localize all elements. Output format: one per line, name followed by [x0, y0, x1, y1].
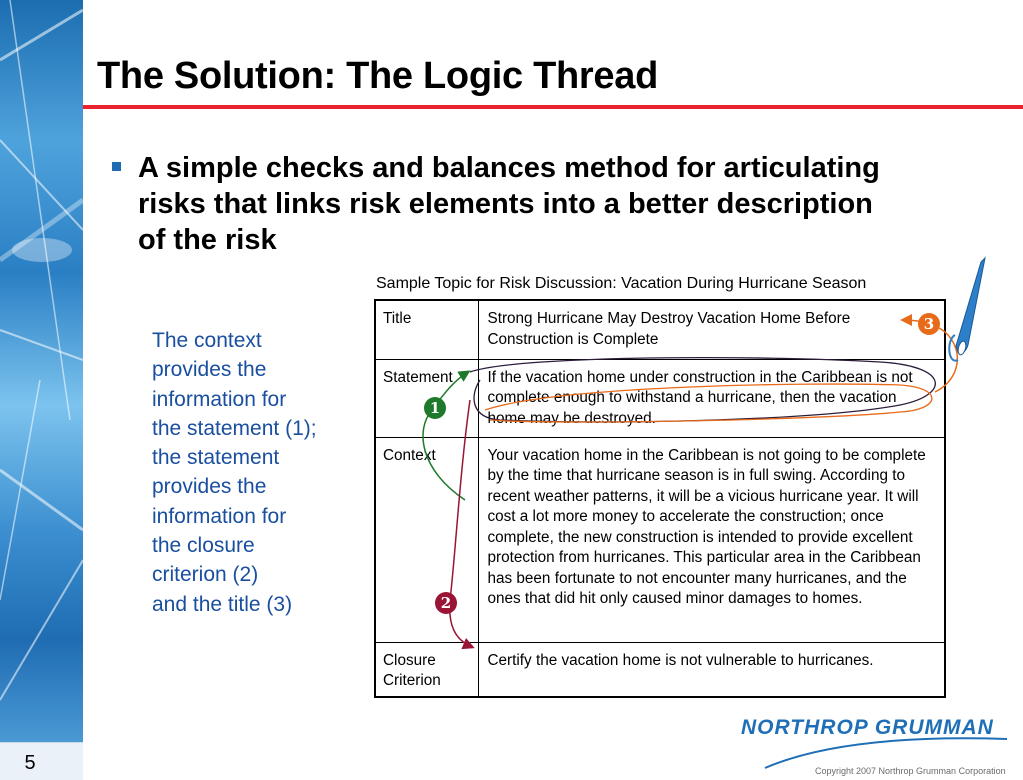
- page-number: 5: [24, 752, 36, 774]
- light-streaks-graphic: [0, 0, 83, 742]
- risk-table: [374, 299, 946, 698]
- table-row: [375, 359, 945, 437]
- logo-wordmark: NORTHROP GRUMMAN: [741, 716, 994, 739]
- marker-3-badge: 3: [918, 313, 940, 335]
- row-label: Title: [375, 300, 478, 359]
- marker-1-badge: 1: [424, 397, 446, 419]
- row-value: Strong Hurricane May Destroy Vacation Home Before Construction is Complete: [478, 300, 945, 359]
- table-row: [375, 642, 945, 697]
- logo-swoosh-icon: [735, 712, 1015, 772]
- bullet-square-icon: [112, 162, 121, 171]
- row-label: Context: [375, 437, 478, 642]
- row-value: If the vacation home under construction in the Caribbean is not complete enough to withstand a hurricane, then the vacation home may be destroyed.: [478, 359, 945, 437]
- northrop-grumman-logo: [735, 712, 1015, 772]
- slide-title: The Solution: The Logic Thread: [97, 55, 658, 97]
- decorative-side-band: [0, 0, 83, 780]
- marker-2-badge: 2: [435, 592, 457, 614]
- row-value: Your vacation home in the Caribbean is not going to be complete by the time that hurricane season is in full swing. According to recent weather patterns, it will be a vicious hurricane year. It will cost a lot more money to accelerate the construction; once complete, the new construction is intended to provide excellent protection from hurricanes. This particular area in the Caribbean has been fortunate to not encounter many hurricanes, and the ones that did hit only caused minor damages to homes.: [478, 437, 945, 642]
- bullet-text: A simple checks and balances method for articulating risks that links risk elements into a better description of the risk: [138, 152, 880, 256]
- table-row: [375, 437, 945, 642]
- table-caption: Sample Topic for Risk Discussion: Vacation During Hurricane Season: [376, 275, 867, 292]
- side-note: The context provides the information for the statement (1); the statement provides the information for the closure criterion (2) and the title (3): [152, 329, 317, 616]
- copyright-text: Copyright 2007 Northrop Grumman Corporation: [815, 766, 1006, 776]
- needle-icon: [949, 258, 985, 361]
- table-row: [375, 300, 945, 359]
- row-label: Statement: [375, 359, 478, 437]
- row-value: Certify the vacation home is not vulnerable to hurricanes.: [478, 642, 945, 697]
- title-divider: [83, 105, 1023, 109]
- row-label: Closure Criterion: [375, 642, 478, 697]
